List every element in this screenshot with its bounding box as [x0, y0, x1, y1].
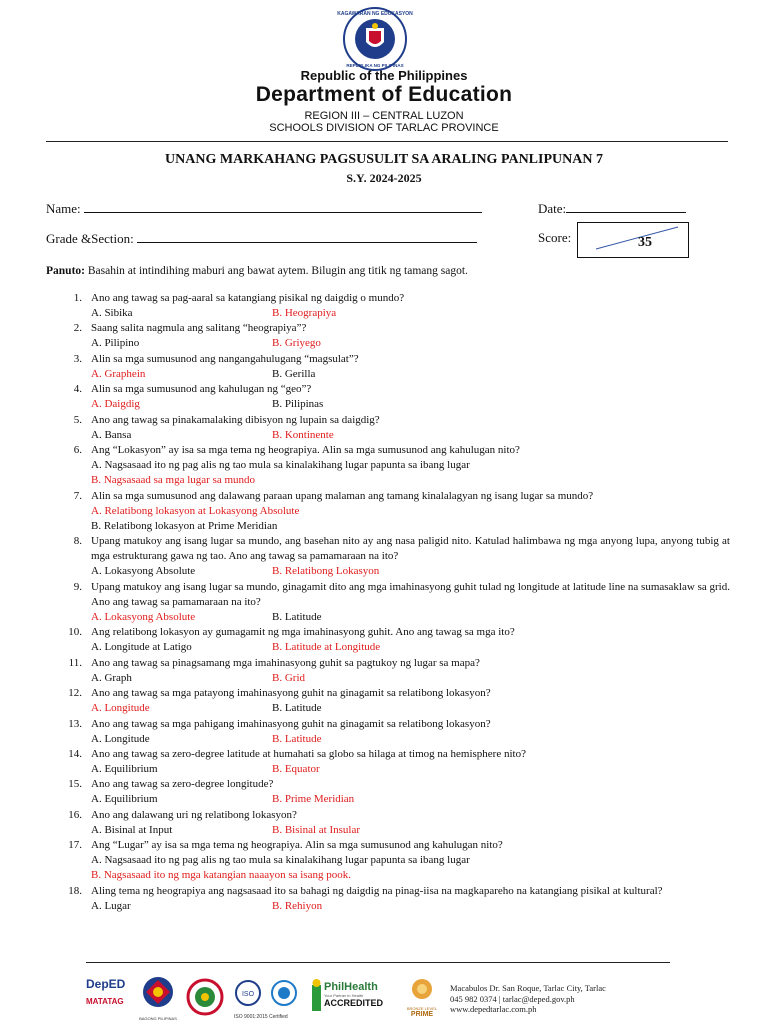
choices-row: [91, 671, 730, 686]
choice-b[interactable]: B. Latitude: [272, 610, 322, 623]
choice-b[interactable]: B. Latitude at Longitude: [272, 641, 381, 654]
question-item: [46, 625, 730, 655]
grade-section-label: Grade &Section:: [46, 231, 134, 246]
choice-a[interactable]: A. Pilipino: [91, 337, 140, 350]
choice-b[interactable]: B. Latitude: [272, 702, 322, 715]
deped-matatag-logo: DepED MATATAG: [86, 977, 126, 1006]
question-number: 10.: [68, 626, 82, 639]
question-stem: Alin sa mga sumusunod ang dalawang paraan upang malaman ang tamang kinalalagyan ng isang lugar sa mundo?: [91, 489, 594, 502]
question-stem: Ano ang tawag sa zero-degree longitude?: [91, 778, 274, 791]
choice-a[interactable]: A. Longitude at Latigo: [91, 641, 192, 654]
question-item: [46, 489, 730, 534]
question-stem: Upang matukoy ang isang lugar sa mundo, ginagamit dito ang mga imahinasyong guhit tulad ng longitude at latitude line na sumasaklaw sa grid. Ano ang tawag sa pamamaraan na ito?: [91, 580, 730, 608]
choices-row: [91, 428, 730, 443]
question-stem: Ano ang tawag sa mga patayong imahinasyong guhit na ginagamit sa relatibong lokasyon?: [91, 687, 491, 700]
contact-line: 045 982 0374 | tarlac@deped.gov.ph: [450, 993, 575, 1004]
name-label: Name:: [46, 201, 81, 216]
question-item: [46, 321, 730, 351]
choice-a[interactable]: A. Lokasyong Absolute: [91, 565, 196, 578]
question-number: 2.: [73, 322, 82, 335]
question-stem: Ano ang dalawang uri ng relatibong lokasyon?: [91, 808, 297, 821]
question-item: [46, 413, 730, 443]
question-stem: Ano ang tawag sa pag-aaral sa katangiang pisikal ng daigdig o mundo?: [91, 292, 405, 304]
choice-b[interactable]: B. Gerilla: [272, 367, 316, 380]
question-item: [46, 884, 730, 914]
republic-heading: Republic of the Philippines: [300, 68, 468, 83]
score-label: Score:: [538, 230, 572, 245]
division-line: SCHOOLS DIVISION OF TARLAC PROVINCE: [269, 122, 499, 134]
question-number: 5.: [73, 413, 82, 426]
score-value: 35: [638, 235, 652, 250]
bagong-pilipinas-logo: BAGONG PILIPINAS: [138, 975, 178, 1021]
choice-b[interactable]: B. Heograpiya: [272, 307, 337, 319]
name-line[interactable]: [84, 200, 482, 213]
choices-row: [91, 762, 730, 777]
question-stem: Ano ang tawag sa pinakamalaking dibisyon ng lupain sa daigdig?: [91, 413, 380, 426]
footer-logos: DepED MATATAG BAGONG PILIPINAS ISO ISO 9001:2015 Certified PhilHealth Your Partner in Health ACCREDITED BRONZE LEVEL PRIME: [86, 975, 686, 1020]
choice-a[interactable]: A. Equilibrium: [91, 793, 158, 806]
question-item: [46, 777, 730, 807]
question-item: [46, 717, 730, 747]
question-item: [46, 808, 730, 838]
choice-b[interactable]: B. Prime Meridian: [272, 793, 355, 806]
choice-b[interactable]: B. Griyego: [272, 337, 321, 350]
choice-a[interactable]: A. Nagsasaad ito ng pag alis ng tao mula sa kinalakihang lugar papunta sa ibang lugar: [91, 854, 470, 867]
website-line: www.depedtarlac.com.ph: [450, 1004, 537, 1014]
question-number: 8.: [73, 535, 82, 548]
choice-a[interactable]: A. Sibika: [91, 307, 133, 319]
choice-a[interactable]: A. Bisinal at Input: [91, 823, 173, 836]
choice-a[interactable]: A. Lokasyong Absolute: [91, 610, 196, 623]
question-number: 7.: [73, 489, 82, 502]
question-number: 15.: [68, 778, 82, 791]
choice-a[interactable]: A. Longitude: [91, 702, 150, 715]
question-stem: Ang relatibong lokasyon ay gumagamit ng mga imahinasyong guhit. Ano ang tawag sa mga ito?: [91, 626, 515, 639]
iso-cert-logo: ISO ISO 9001:2015 Certified: [234, 979, 304, 1020]
question-stem: Ano ang tawag sa zero-degree latitude at humahati sa globo sa hilaga at timog na hemisphere nito?: [91, 748, 526, 760]
question-number: 18.: [68, 884, 82, 897]
date-label: Date:: [538, 201, 567, 216]
question-item: [46, 534, 730, 579]
grade-section-line[interactable]: [137, 230, 477, 243]
choice-a[interactable]: A. Nagsasaad ito ng pag alis ng tao mula sa kinalakihang lugar papunta sa ibang lugar: [91, 459, 470, 471]
footer-address: [450, 983, 606, 1015]
question-number: 1.: [73, 292, 82, 304]
date-field[interactable]: [538, 200, 686, 217]
question-number: 4.: [73, 383, 82, 396]
question-item: [46, 291, 730, 321]
choice-b[interactable]: B. Grid: [272, 671, 305, 684]
question-item: [46, 838, 730, 883]
choices-row: [91, 397, 730, 412]
choices-row: [91, 564, 730, 579]
question-item: [46, 382, 730, 412]
choice-a[interactable]: A. Graph: [91, 671, 132, 684]
grade-section-field[interactable]: [46, 230, 477, 247]
footer-divider: [86, 962, 670, 963]
question-item: [46, 352, 730, 382]
question-number: 12.: [68, 687, 82, 700]
choice-a[interactable]: A. Longitude: [91, 732, 150, 745]
question-number: 17.: [68, 839, 82, 852]
department-heading: Department of Education: [255, 83, 513, 106]
region-line: REGION III – CENTRAL LUZON: [304, 110, 464, 122]
choices-row: [91, 336, 730, 351]
question-number: 3.: [73, 352, 82, 365]
question-number: 11.: [68, 656, 82, 669]
question-item: [46, 656, 730, 686]
question-item: [46, 747, 730, 777]
question-stem: Ano ang tawag sa pinagsamang mga imahinasyong guhit sa pagtukoy ng lugar sa mapa?: [91, 656, 480, 669]
choice-b[interactable]: B. Latitude: [272, 732, 322, 745]
choices-row: [91, 732, 730, 747]
instructions-label: Panuto:: [46, 265, 85, 277]
choices-row: [91, 701, 730, 716]
question-number: 9.: [73, 580, 82, 593]
score-box[interactable]: [577, 222, 689, 258]
question-stem: Ano ang tawag sa mga pahigang imahinasyong guhit na ginagamit sa relatibong lokasyon?: [91, 717, 491, 730]
question-stem: Upang matukoy ang isang lugar sa mundo, ang basehan nito ay ang nasa paligid nito. Katulad halimbawa ng mga anyong lupa, anyong tubig at mga estrukturang gawa ng tao. Ano ang tawag sa pamamaraan na ito?: [91, 535, 730, 563]
instructions: [46, 265, 468, 277]
exam-title: UNANG MARKAHANG PAGSUSULIT SA ARALING PANLIPUNAN 7: [165, 152, 603, 167]
question-number: 16.: [68, 808, 82, 821]
choice-b[interactable]: B. Pilipinas: [272, 398, 324, 411]
choice-b[interactable]: B. Relatibong Lokasyon: [272, 565, 380, 578]
question-stem: Alin sa mga sumusunod ang kahulugan ng “geo”?: [91, 383, 312, 396]
choice-b[interactable]: B. Kontinente: [272, 428, 334, 441]
question-stem: Saang salita nagmula ang salitang “heograpiya”?: [91, 322, 307, 335]
choice-b[interactable]: B. Nagsasaad sa mga lugar sa mundo: [91, 474, 256, 486]
svg-text:ISO: ISO: [241, 991, 255, 998]
choice-a[interactable]: A. Relatibong lokasyon at Lokasyong Absolute: [91, 504, 300, 517]
choices-row: [91, 640, 730, 655]
svg-text:KAGAWARAN NG EDUKASYON: KAGAWARAN NG EDUKASYON: [337, 11, 413, 17]
score-slash: [578, 223, 688, 257]
choices-row: [91, 792, 730, 807]
deped-seal-logo: [336, 6, 414, 72]
address-line: Macabulos Dr. San Roque, Tarlac City, Tarlac: [450, 983, 606, 993]
choice-b[interactable]: B. Nagsasaad ito ng mga katangian naaayon sa isang pook.: [91, 869, 351, 882]
question-number: 13.: [68, 717, 82, 730]
question-stem: Ang “Lokasyon” ay isa sa mga tema ng heograpiya. Alin sa mga sumusunod ang kahulugan nito?: [91, 444, 520, 456]
choices-row: [91, 610, 730, 625]
instructions-text: Basahin at intindihing maburi ang bawat aytem. Bilugin ang titik ng tamang sagot.: [84, 265, 468, 277]
choices-row: [91, 306, 730, 321]
choice-a[interactable]: A. Lugar: [91, 899, 131, 912]
choice-b[interactable]: B. Rehiyon: [272, 899, 323, 912]
svg-text:REPUBLIKA NG PILIPINAS: REPUBLIKA NG PILIPINAS: [346, 63, 404, 68]
choice-b[interactable]: B. Bisinal at Insular: [272, 823, 360, 836]
question-stem: Ang “Lugar” ay isa sa mga tema ng heograpiya. Alin sa mga sumusunod ang kahulugan nito?: [91, 839, 503, 852]
date-line[interactable]: [566, 200, 686, 213]
question-number: 14.: [68, 748, 82, 760]
choice-a[interactable]: A. Graphein: [91, 367, 146, 380]
question-item: [46, 580, 730, 625]
question-number: 6.: [73, 444, 82, 456]
question-item: [46, 443, 730, 488]
division-seal-logo: [186, 978, 224, 1021]
choices-row: [91, 823, 730, 838]
choice-b[interactable]: B. Equator: [272, 763, 320, 775]
choice-a[interactable]: A. Daigdig: [91, 398, 140, 411]
choice-a[interactable]: A. Bansa: [91, 428, 132, 441]
question-item: [46, 686, 730, 716]
question-stem: Alin sa mga sumusunod ang nangangahulugang “magsulat”?: [91, 352, 359, 365]
header-divider: [46, 141, 728, 142]
school-year: S.Y. 2024-2025: [346, 171, 422, 185]
choices-row: [91, 367, 730, 382]
choice-a[interactable]: A. Equilibrium: [91, 763, 158, 775]
question-stem: Aling tema ng heograpiya ang nagsasaad ito sa bahagi ng daigdig na pinag-iisa na magkapareho na katangiang pisikal at kultural?: [91, 884, 663, 897]
prime-bronze-logo: BRONZE LEVEL PRIME: [402, 977, 442, 1018]
choices-row: [91, 899, 730, 914]
name-field[interactable]: [46, 200, 482, 217]
choice-b[interactable]: B. Relatibong lokasyon at Prime Meridian: [91, 519, 278, 532]
